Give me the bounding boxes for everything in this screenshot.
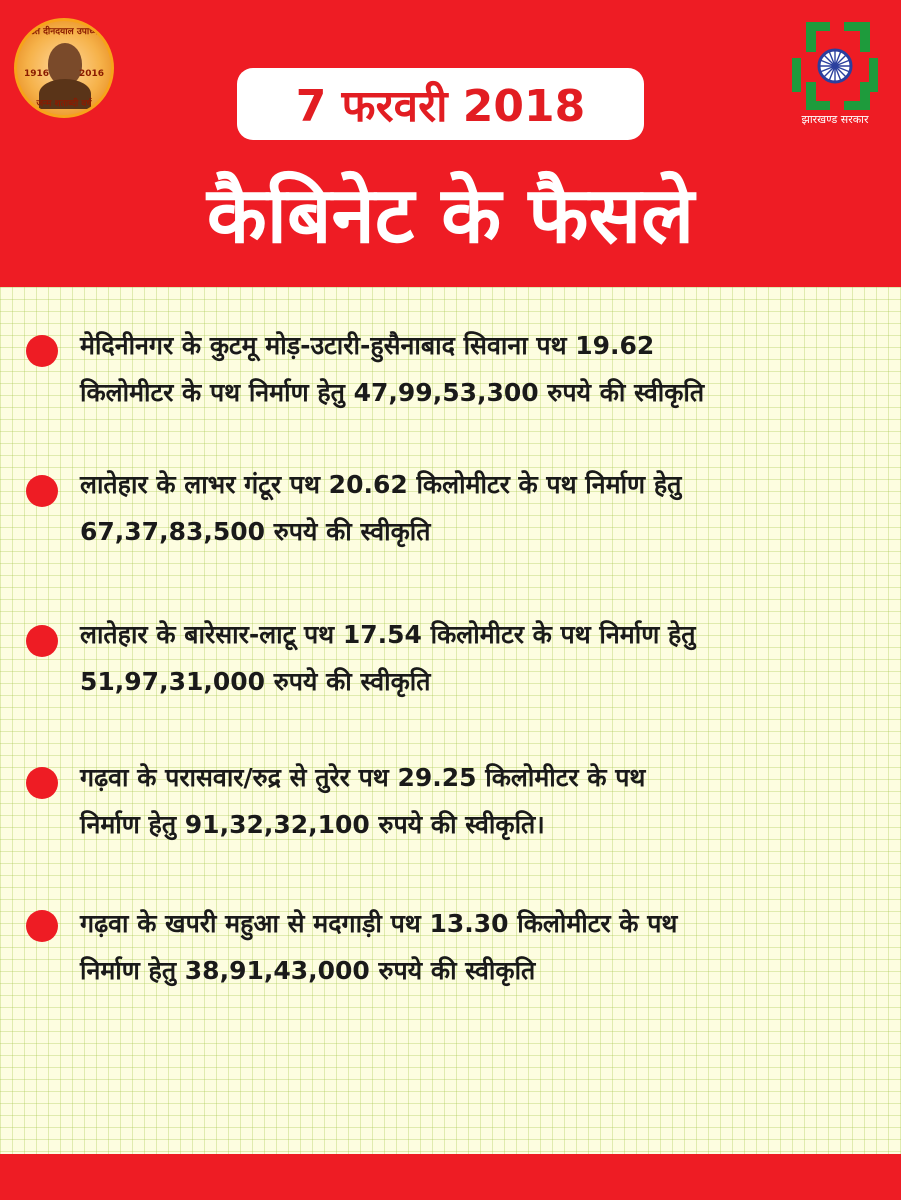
decisions-panel bbox=[0, 287, 901, 1154]
decision-item-4 bbox=[0, 754, 901, 850]
decision-item-1 bbox=[0, 319, 901, 415]
decision-item-3 bbox=[0, 611, 901, 707]
decision-line-1: लातेहार के लाभर गंटूर पथ 20.62 किलोमीटर के पथ निर्माण हेतु bbox=[80, 470, 682, 499]
date-badge bbox=[237, 68, 644, 140]
decision-line-2: निर्माण हेतु 38,91,43,000 रुपये की स्वीकृति bbox=[80, 956, 536, 985]
bullet-icon bbox=[26, 625, 58, 657]
decision-line-1: गढ़वा के खपरी महुआ से मदगाड़ी पथ 13.30 किलोमीटर के पथ bbox=[80, 909, 678, 938]
decision-line-2: किलोमीटर के पथ निर्माण हेतु 47,99,53,300 रुपये की स्वीकृति bbox=[80, 378, 705, 407]
bullet-icon bbox=[26, 767, 58, 799]
decision-line-1: लातेहार के बारेसार-लाटू पथ 17.54 किलोमीटर के पथ निर्माण हेतु bbox=[80, 620, 696, 649]
seal-year-left: 1916 bbox=[24, 69, 50, 79]
bullet-icon bbox=[26, 475, 58, 507]
seal-arc-top-text: पंडित दीनदयाल उपाध्याय bbox=[22, 27, 106, 37]
portrait-seal-icon bbox=[14, 18, 114, 118]
decision-line-1: गढ़वा के परासवार/रुद्र से तुरेर पथ 29.25 किलोमीटर के पथ bbox=[80, 763, 646, 792]
government-label: झारखण्ड सरकार bbox=[801, 113, 869, 126]
decision-line-2: 51,97,31,000 रुपये की स्वीकृति bbox=[80, 667, 431, 696]
date-text: 7 फरवरी 2018 bbox=[295, 81, 586, 132]
decision-line-2: निर्माण हेतु 91,32,32,100 रुपये की स्वीकृति। bbox=[80, 810, 545, 839]
footer-bar bbox=[0, 1154, 901, 1200]
page-title: कैबिनेट के फैसले bbox=[206, 171, 695, 261]
jharkhand-government-logo-icon bbox=[790, 20, 880, 130]
jharkhand-logo-graphic bbox=[790, 20, 880, 112]
decision-line-2: 67,37,83,500 रुपये की स्वीकृति bbox=[80, 517, 431, 546]
decision-item-2 bbox=[0, 461, 901, 557]
bullet-icon bbox=[26, 910, 58, 942]
seal-arc-bottom-text: जन्म शताब्दी वर्ष bbox=[36, 99, 92, 109]
decision-line-1: मेदिनीनगर के कुटमू मोड़-उटारी-हुसैनाबाद सिवाना पथ 19.62 bbox=[80, 331, 655, 360]
seal-year-right: 2016 bbox=[78, 69, 104, 79]
decision-item-5 bbox=[0, 900, 901, 996]
header-banner bbox=[0, 0, 901, 287]
bullet-icon bbox=[26, 335, 58, 367]
